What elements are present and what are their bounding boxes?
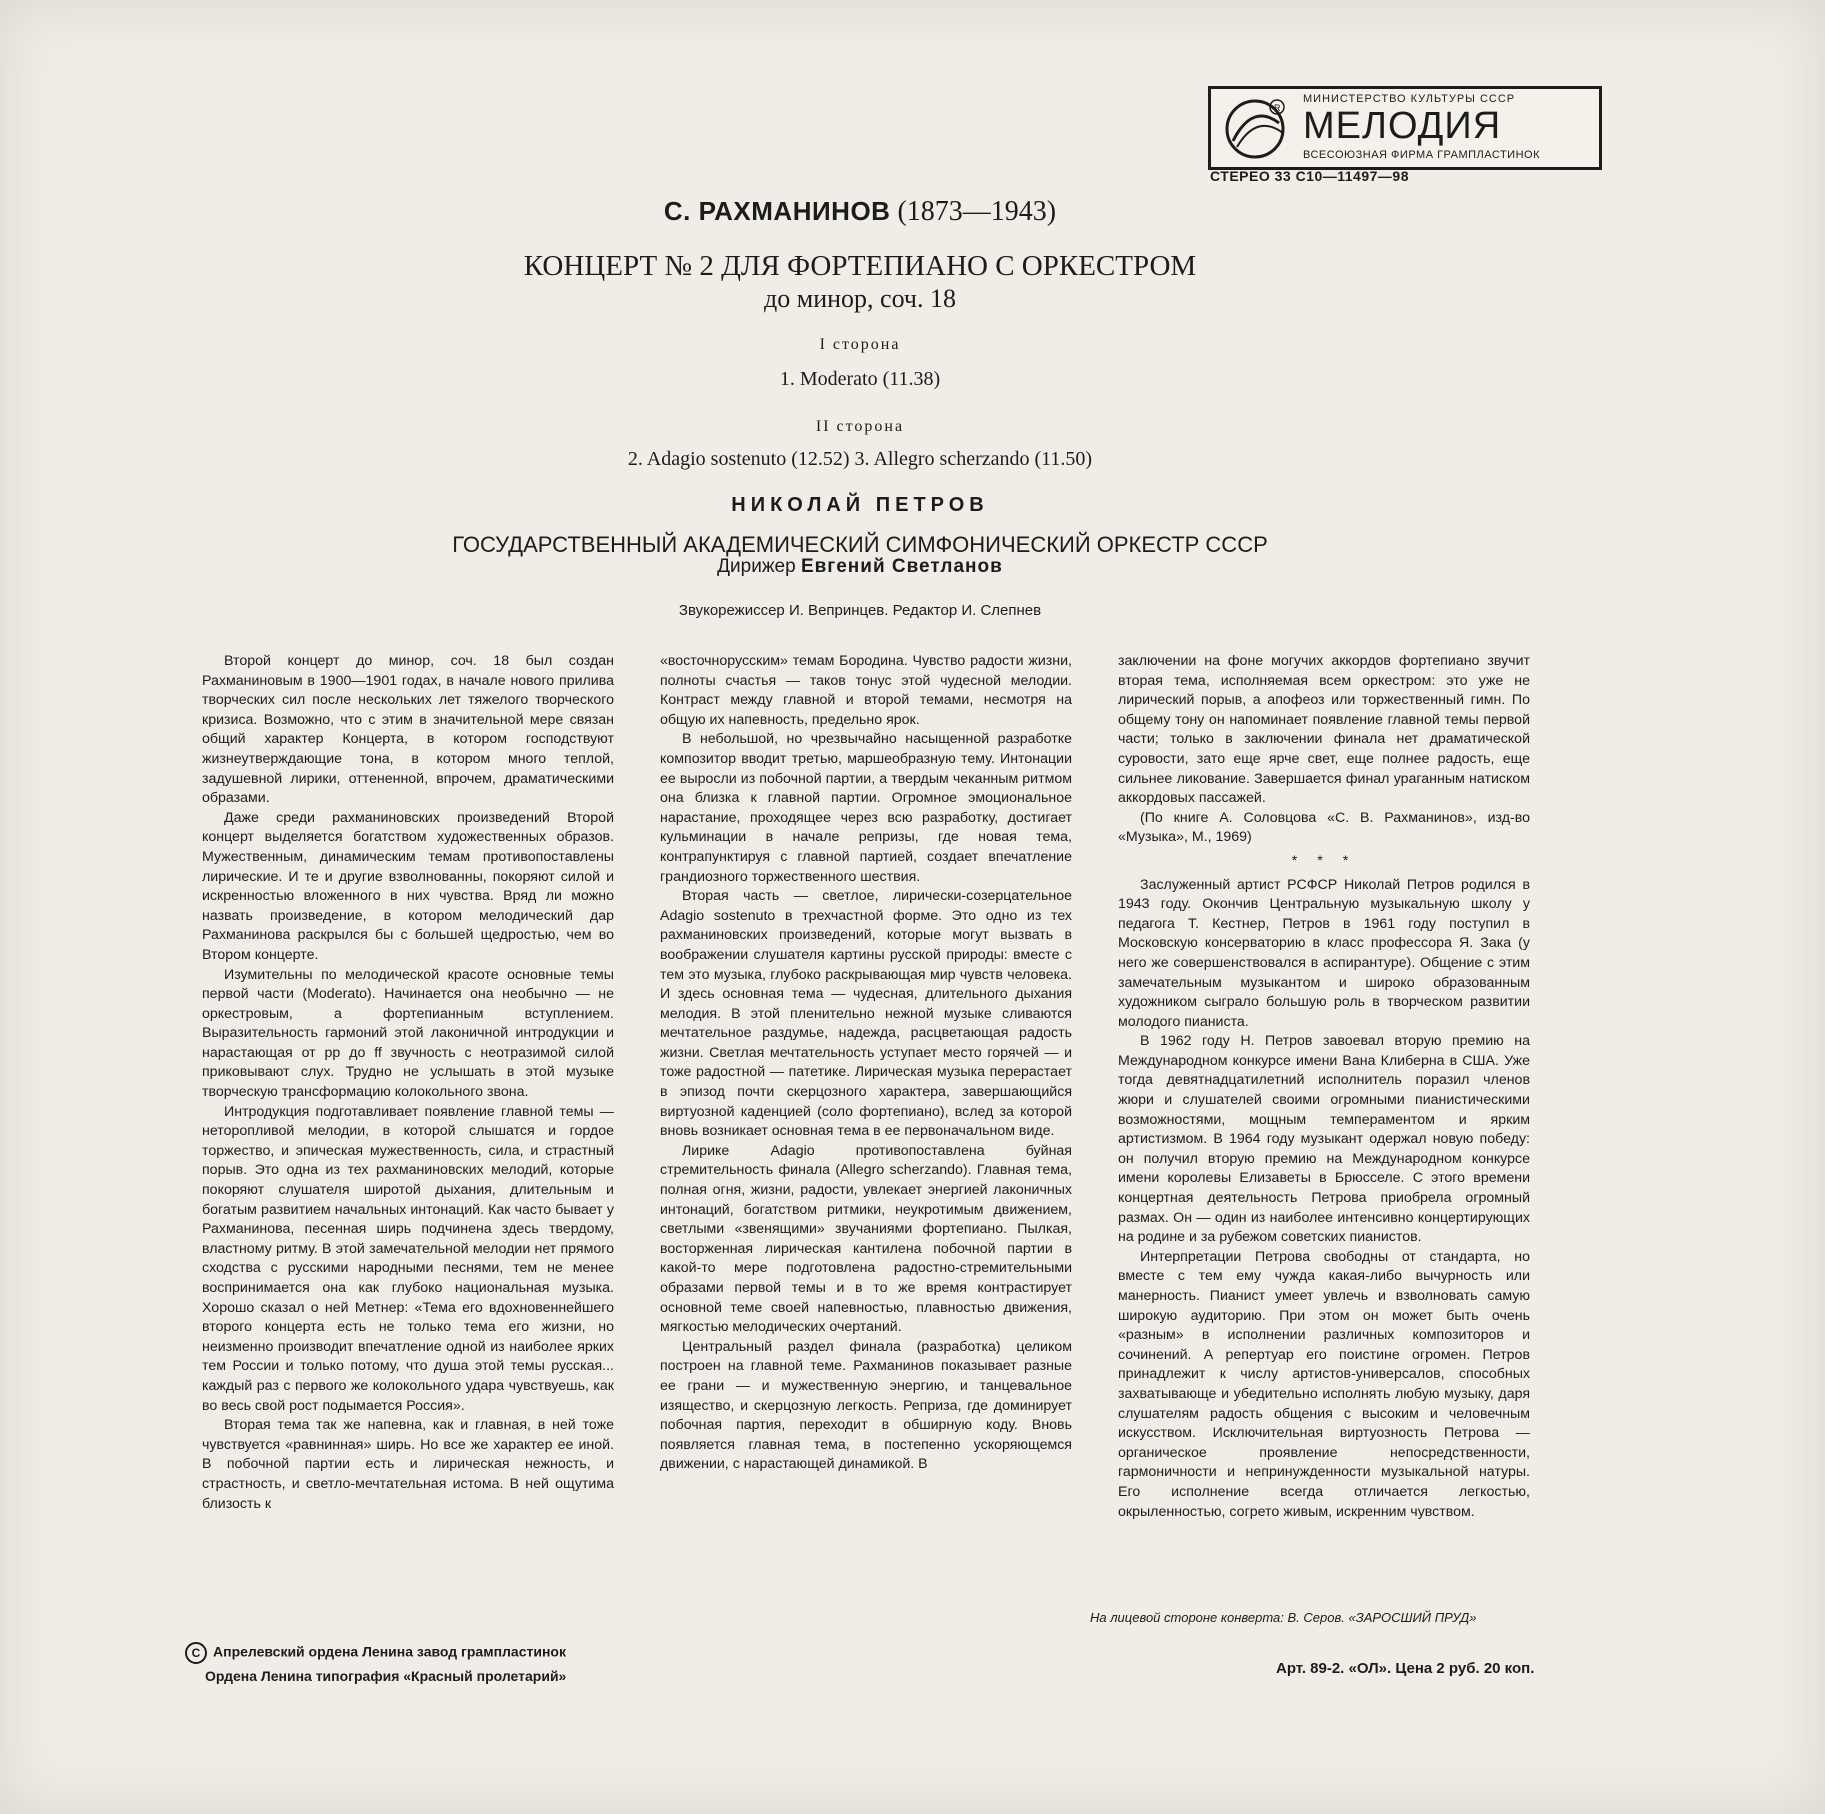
notes-source-citation: (По книге А. Соловцова «С. В. Рахманинов», изд-во «Музыка», М., 1969): [1118, 809, 1530, 846]
conductor-line: [360, 556, 1360, 578]
side-one-track: 1. Moderato (11.38): [779, 368, 941, 390]
notes-paragraph: Вторая тема так же напевна, как и главная, в ней тоже чувствуется «равнинная» ширь. Но все же характер ее иной. В побочной партии есть и лирическая нежность, и страстность, и светло-мечтательная истома. В ней ощутима близость к: [202, 1417, 614, 1512]
logo-brand-name: МЕЛОДИЯ: [1303, 105, 1502, 147]
section-divider: * * *: [1291, 852, 1357, 869]
side-one-label: I сторона: [819, 336, 901, 353]
work-title: КОНЦЕРТ № 2 ДЛЯ ФОРТЕПИАНО С ОРКЕСТРОМ: [523, 250, 1197, 282]
notes-paragraph: В 1962 году Н. Петров завоевал вторую премию на Международном конкурсе имени Вана Клиберна в США. Уже тогда девятнадцатилетний исполнитель поразил членов жюри и слушателей своими огромными пианистическими возможностями, мощным темпераментом и ярким артистизмом. В 1964 году музыкант одержал новую победу: он получил вторую премию на Международном конкурсе имени королевы Елизаветы в Брюсселе. С этого времени концертная деятельность Петрова приобрела огромный размах. Он — один из наиболее интенсивно концертирующих на родине и за рубежом советских пианистов.: [1118, 1033, 1530, 1246]
notes-column-1: [202, 652, 614, 1514]
notes-paragraph: В небольшой, но чрезвычайно насыщенной разработке композитор вводит третью, маршеобразную тему. Интонации ее выросли из побочной партии, а твердым чеканным ритмом она близка к главной партии. Огромное эмоциональное нарастание, проходящее через всю разработку, достигает кульминации в начале репризы, где новая тема, контрапунктируя с главной партией, создает впечатление грандиозного торжественного шествия.: [660, 731, 1072, 885]
conductor-name: Евгений Светланов: [800, 556, 1003, 577]
svg-text:R: R: [1274, 103, 1281, 113]
production-credits: Звукорежиссер И. Вепринцев. Редактор И. Слепнев: [678, 602, 1042, 619]
notes-paragraph: Второй концерт до минор, соч. 18 был создан Рахманиновым в 1900—1901 годах, в начале нового прилива творческих сил после нескольких лет тяжелого творческого кризиса. Возможно, что с этим в значительной мере связан общий характер Концерта, в котором господствуют жизнеутверждающие тона, в котором много теплой, задушевной лирики, оттененной, впрочем, драматическими образами.: [202, 653, 614, 807]
printer-line: Ордена Ленина типография «Красный пролетарий»: [205, 1668, 567, 1684]
composer-line: [360, 196, 1360, 228]
notes-paragraph: Интерпретации Петрова свободны от стандарта, но вместе с тем ему чужда какая-либо вычурность или манерность. Пианист умеет увлечь и взволновать самую широкую аудиторию. При этом он может быть очень «разным» в исполнении различных композиторов и сочинений. А репертуар его поистине огромен. Петров принадлежит к числу артистов-универсалов, способных захватывающе и убедительно исполнять любую музыку, даря слушателям радость общения с высоким и человечным искусством. Исключительная виртуозность Петрова — органическое проявление непосредственности, гармоничности и непринужденности музыкальной натуры. Его исполнение всегда отличается легкостью, окрыленностью, согрето живым, искренним чувством.: [1118, 1248, 1530, 1520]
notes-paragraph: заключении на фоне могучих аккордов фортепиано звучит вторая тема, исполняемая всем оркестром: это уже не лирический порыв, а апофеоз или торжественный гимн. По общему тону он напоминает появление главной темы первой части; только в заключении финала нет драматической суровости, зато еще ярче свет, еще полнее радость, еще сильнее ликование. Завершается финал ураганным натиском аккордовых пассажей.: [1118, 653, 1530, 807]
logo-ministry: МИНИСТЕРСТВО КУЛЬТУРЫ СССР: [1303, 93, 1516, 105]
pianist-name: НИКОЛАЙ ПЕТРОВ: [731, 494, 989, 516]
composer-years: (1873—1943): [897, 196, 1057, 227]
notes-column-2: [660, 652, 1072, 1475]
notes-paragraph: Даже среди рахманиновских произведений Второй концерт выделяется богатством художественных образов. Мужественным, динамическим темам противопоставлены лирические. И те и другие взволнованны, покоряют силой и искренностью вложенного в них чувства. Вряд ли можно назвать произведение, в котором мелодический дар Рахманинова раскрылся бы с большей щедростью, чем во Втором концерте.: [202, 809, 614, 963]
side-two-tracks: 2. Adagio sostenuto (12.52) 3. Allegro scherzando (11.50): [627, 448, 1093, 470]
side-two-label: II сторона: [815, 418, 905, 435]
notes-paragraph: Интродукция подготавливает появление главной темы — неторопливой мелодии, в которой слышатся и гордое торжество, и эпическая мужественность, сила, и страстный порыв. Это одна из тех рахманиновских мелодий, которые покоряют слушателя широтой дыхания, длительным и богатым развитием начальных интонаций. Как часто бывает у Рахманинова, песенная ширь подчинена здесь твердому, властному ритму. В этой замечательной мелодии нет прямого сходства с русскими народными песнями, тем не менее воспринимается она как глубоко национальная музыка. Хорошо сказал о ней Метнер: «Тема его вдохновеннейшего второго концерта есть не только тема его жизни, но неизменно производит впечатление одной из наиболее ярких тем России и только потому, что душа этой темы русская... каждый раз с первого же колокольного удара чувствуешь, как во весь свой рост подымается Россия».: [202, 1103, 614, 1414]
melodiya-logo: [1208, 86, 1602, 170]
conductor-label: Дирижер: [717, 556, 796, 577]
notes-paragraph: Заслуженный артист РСФСР Николай Петров родился в 1943 году. Окончив Центральную музыкальную школу у педагога Т. Кестнер, Петров в 1961 году поступил в Московскую консерваторию в класс профессора Я. Зака (у него же совершенствовался в аспирантуре). Общение с этим замечательным музыкантом и широко образованным художником сыграло большую роль в творческом развитии молодого пианиста.: [1118, 876, 1530, 1030]
composer-name: С. РАХМАНИНОВ: [663, 196, 891, 226]
manufacturer-line: [185, 1642, 566, 1664]
notes-paragraph: Центральный раздел финала (разработка) целиком построен на главной теме. Рахманинов показывает разные ее грани — и мужественную энергию, и танцевальное изящество, и скерцозную легкость. Реприза, где доминирует побочная партия, переходит в обширную коду. Вновь появляется главная тема, в постепенно ускоряющемся движении, с нарастающей динамикой. В: [660, 1338, 1072, 1473]
notes-paragraph: Изумительны по мелодической красоте основные темы первой части (Moderato). Начинается она необычно — не оркестровым, а фортепианным вступлением. Выразительность гармоний этой лаконичной интродукции и нарастающая от pp до ff звучность с неотразимой силой приковывают слух. Трудно не услышать в этой музыке творческую трансформацию колокольного звона.: [202, 966, 614, 1101]
melodiya-emblem-icon: [1217, 93, 1297, 163]
notes-paragraph: «восточнорусским» темам Бородина. Чувство радости жизни, полноты счастья — таков тонус этой чудесной мелодии. Контраст между главной и второй темами, несмотря на общую их напевность, предельно ярок.: [660, 653, 1072, 728]
manufacturer-name: Апрелевский ордена Ленина завод грампластинок: [213, 1643, 566, 1660]
notes-paragraph: Лирике Adagio противопоставлена буйная стремительность финала (Allegro scherzando). Главная тема, полная огня, жизни, радости, увлекает энергией лаконичных интонаций, богатством ритмики, неукротимым движением, светлыми «звенящими» звучаниями фортепиано. Пылкая, восторженная лирическая кантилена побочной партии в какой-то мере подготовлена радостно-стремительными образами первой темы и в то же время контрастирует основной теме своей напевностью, плавностью движения, мягкостью мелодических очертаний.: [660, 1142, 1072, 1336]
cover-art-note: На лицевой стороне конверта: В. Серов. «ЗАРОСШИЙ ПРУД»: [1090, 1610, 1477, 1625]
notes-paragraph: Вторая часть — светлое, лирически-созерцательное Adagio sostenuto в трехчастной форме. Это одно из тех рахманиновских произведений, которые могут вызвать в воображении слушателя картины русской природы: вместе с тем это музыка, глубоко раскрывающая мир чувств человека. И здесь основная тема — чудесная, длительного дыхания мелодия. В этой пленительно нежной музыке сливаются мечтательное раздумье, надежда, расцветающая радость жизни. Светлая мечтательность уступает место горячей — и тоже радостной — патетике. Лирическая музыка перерастает в эпизод почти скерцозного характера, завершающийся виртуозной каденцией (соло фортепиано), вслед за которой вновь возникает основная тема в ее первоначальном виде.: [660, 888, 1072, 1140]
price-line: Арт. 89-2. «ОЛ». Цена 2 руб. 20 коп.: [1276, 1660, 1535, 1677]
orchestra-name: ГОСУДАРСТВЕННЫЙ АКАДЕМИЧЕСКИЙ СИМФОНИЧЕСКИЙ ОРКЕСТР СССР: [452, 532, 1268, 557]
copyright-icon: С: [185, 1642, 207, 1664]
work-key: до минор, соч. 18: [764, 284, 956, 313]
logo-firm: ВСЕСОЮЗНАЯ ФИРМА ГРАМПЛАСТИНОК: [1303, 149, 1540, 161]
catalog-number: СТЕРЕО 33 С10—11497—98: [1210, 168, 1409, 184]
notes-column-3: [1118, 652, 1530, 1522]
